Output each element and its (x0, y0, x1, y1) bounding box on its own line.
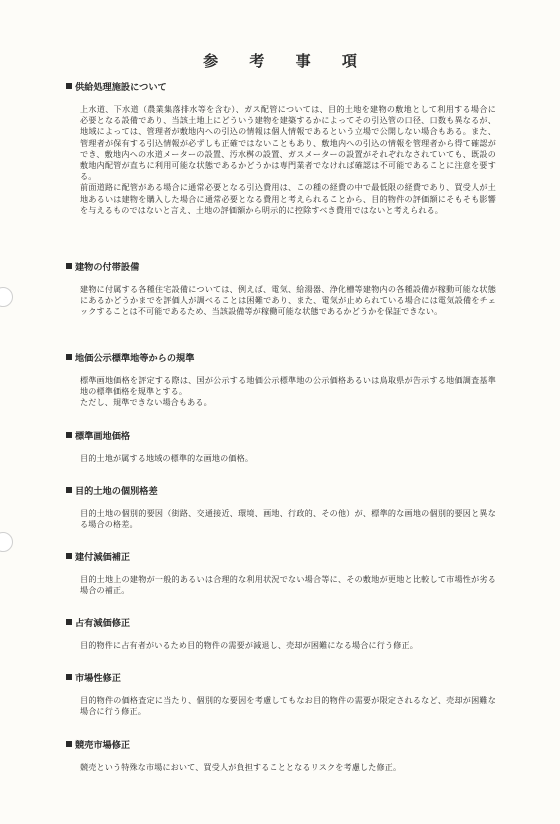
section-heading-text: 競売市場修正 (75, 740, 131, 751)
section-heading-text: 目的土地の個別格差 (75, 486, 158, 497)
square-bullet-icon (66, 619, 72, 625)
section-built-on-adjustment (66, 552, 496, 596)
section-heading (66, 673, 496, 685)
section-heading-text: 市場性修正 (75, 673, 121, 684)
square-bullet-icon (66, 487, 72, 493)
section-paragraph: 目的土地の個別的要因（街路、交通接近、環境、画地、行政的、その他）が、標準的な画地の個別的要因と異なる場合の格差。 (80, 508, 496, 530)
section-paragraph: 目的土地上の建物が一般的あるいは合理的な利用状況でない場合等に、その敷地が更地と比較して市場性が劣る場合の補正。 (80, 574, 496, 596)
punch-hole-upper (0, 287, 13, 307)
section-heading-text: 占有減価修正 (75, 618, 131, 629)
section-paragraph: 標準画地価格を評定する際は、国が公示する地価公示標準地の公示価格あるいは鳥取県が告示する地価調査基準地の標準価格を規準とする。 (80, 375, 496, 397)
page-title: 参 考 事 項 (203, 52, 370, 70)
square-bullet-icon (66, 354, 72, 360)
square-bullet-icon (66, 263, 72, 269)
section-heading (66, 82, 496, 94)
section-heading (66, 618, 496, 630)
section-heading-text: 標準画地価格 (75, 431, 131, 442)
section-heading (66, 740, 496, 752)
section-heading (66, 353, 496, 365)
section-heading (66, 262, 496, 274)
section-paragraph: 目的物件に占有者がいるため目的物件の需要が減退し、売却が困難になる場合に行う修正。 (80, 640, 418, 650)
section-paragraph: 目的土地が属する地域の標準的な画地の価格。 (80, 453, 254, 463)
section-heading (66, 486, 496, 498)
section-paragraph: 競売という特殊な市場において、買受人が負担することとなるリスクを考慮した修正。 (80, 762, 402, 772)
section-paragraph: 目的物件の価格査定に当たり、個別的な要因を考慮してもなお目的物件の需要が限定されるなど、売却が困難な場合に行う修正。 (80, 695, 496, 717)
section-heading-text: 地価公示標準地等からの規準 (75, 353, 195, 364)
section-paragraph: 前面道路に配管がある場合に通常必要となる引込費用は、この種の経費の中で最低限の経費であり、買受人が土地あるいは建物を購入した場合に通常必要となる費用と考えられることから、目的物件の評価額にそもそも影響を与えるものではないと言え、土地の評価額から明示的に控除すべき費用ではないと考えられる。 (80, 182, 496, 215)
section-heading (66, 552, 496, 564)
square-bullet-icon (66, 553, 72, 559)
section-occupancy-adjustment (66, 618, 496, 651)
section-standard-land-reference (66, 353, 496, 409)
section-supply-facilities (66, 82, 496, 216)
section-paragraph: ただし、規準できない場合もある。 (80, 397, 212, 408)
punch-hole-lower (0, 532, 13, 552)
section-auction-market-adjustment (66, 740, 496, 773)
section-paragraph: 上水道、下水道（農業集落排水等を含む）、ガス配管については、目的土地を建物の敷地として利用する場合に必要となる設備であり、当該土地上にどういう建物を建築するかによってその引込管の口径、口数も異なるが、地域によっては、管理者が敷地内への引込の情報は個人情報であるという立場で公開しない場合もある。また、管理者が保有する引込情報が必ずしも正確ではないこともあり、敷地内への引込の情報を管理者から得て確認ができ、敷地内への水道メーターの設置、汚水桝の設置、ガスメーターの設置がそれぞれなされていても、既設の敷地内配管が直ちに利用可能な状態であるかどうかは専門業者でなければ確認は不可能であることに注意を要する。 (80, 104, 496, 182)
section-marketability-adjustment (66, 673, 496, 717)
section-heading-text: 供給処理施設について (75, 82, 167, 93)
section-heading-text: 建付減価補正 (75, 552, 131, 563)
section-individual-difference (66, 486, 496, 530)
section-building-equipment (66, 262, 496, 318)
square-bullet-icon (66, 83, 72, 89)
section-paragraph: 建物に付属する各種住宅設備については、例えば、電気、給湯器、浄化槽等建物内の各種設備が稼動可能な状態にあるかどうかまでを評価人が調べることは困難であり、また、電気が止められている場合には電気設備をチェックすることは不可能であるため、当該設備等が稼働可能な状態であるかどうかを保証できない。 (80, 284, 496, 317)
square-bullet-icon (66, 741, 72, 747)
section-heading (66, 431, 496, 443)
section-standard-lot-price (66, 431, 496, 464)
square-bullet-icon (66, 432, 72, 438)
square-bullet-icon (66, 674, 72, 680)
section-heading-text: 建物の付帯設備 (75, 262, 140, 273)
